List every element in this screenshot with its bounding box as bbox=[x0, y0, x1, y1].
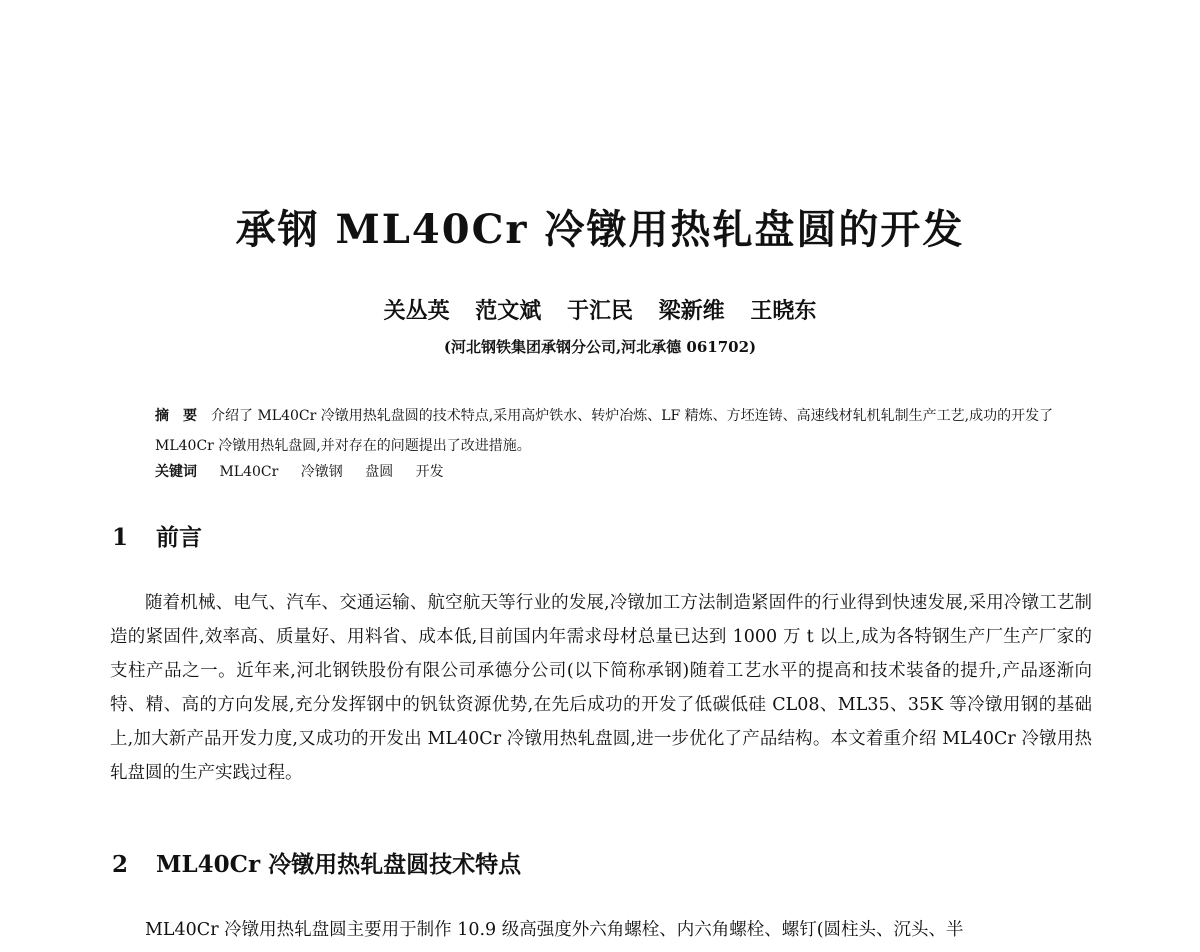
section-heading bbox=[112, 519, 202, 552]
abstract-text: 介绍了 ML40Cr 冷镦用热轧盘圆的技术特点,采用高炉铁水、转炉冶炼、LF 精炼、方坯连铸、高速线材轧机轧制生产工艺,成功的开发了 ML40Cr 冷镦用热轧盘圆,并对存在的问题提出了改进措施。 bbox=[155, 408, 1054, 454]
section-title: 前言 bbox=[156, 524, 202, 551]
author-name: 王晓东 bbox=[750, 298, 817, 324]
author-name: 梁新维 bbox=[658, 298, 725, 324]
keywords-label: 关键词 bbox=[155, 464, 197, 480]
author-name: 关丛英 bbox=[383, 298, 450, 324]
keyword: ML40Cr bbox=[219, 464, 279, 480]
section-number: 2 bbox=[112, 851, 129, 878]
section-number: 1 bbox=[112, 524, 129, 551]
paper-title: 承钢 ML40Cr 冷镦用热轧盘圆的开发 bbox=[235, 206, 965, 253]
keyword: 盘圆 bbox=[365, 464, 394, 480]
keyword: 冷镦钢 bbox=[300, 464, 343, 480]
abstract bbox=[155, 401, 1060, 461]
section-title: ML40Cr 冷镦用热轧盘圆技术特点 bbox=[156, 851, 522, 878]
author-list bbox=[0, 294, 1200, 325]
keyword: 开发 bbox=[415, 464, 444, 480]
body-paragraph: 随着机械、电气、汽车、交通运输、航空航天等行业的发展,冷镦加工方法制造紧固件的行业得到快速发展,采用冷镦工艺制造的紧固件,效率高、质量好、用料省、成本低,目前国内年需求母材总量已达到 1000 万 t 以上,成为各特钢生产厂生产厂家的支柱产品之一。近年来,河北钢铁股份有限公司承德分公司(以下简称承钢)随着工艺水平的提高和技术装备的提升,产品逐渐向特、精、高的方向发展,充分发挥钢中的钒钛资源优势,在先后成功的开发了低碳低硅 CL08、ML35、35K 等冷镦用钢的基础上,加大新产品开发力度,又成功的开发出 ML40Cr 冷镦用热轧盘圆,进一步优化了产品结构。本文着重介绍 ML40Cr 冷镦用热轧盘圆的生产实践过程。 bbox=[110, 593, 1092, 783]
author-name: 范文斌 bbox=[475, 298, 542, 324]
section-heading bbox=[112, 846, 521, 879]
keywords bbox=[155, 461, 1060, 481]
abstract-label: 摘 要 bbox=[155, 408, 197, 424]
body-paragraph: ML40Cr 冷镦用热轧盘圆主要用于制作 10.9 级高强度外六角螺栓、内六角螺栓、螺钉(圆柱头、沉头、半 bbox=[145, 920, 964, 940]
affiliation: (河北钢铁集团承钢分公司,河北承德 061702) bbox=[443, 338, 757, 356]
author-name: 于汇民 bbox=[566, 298, 633, 324]
